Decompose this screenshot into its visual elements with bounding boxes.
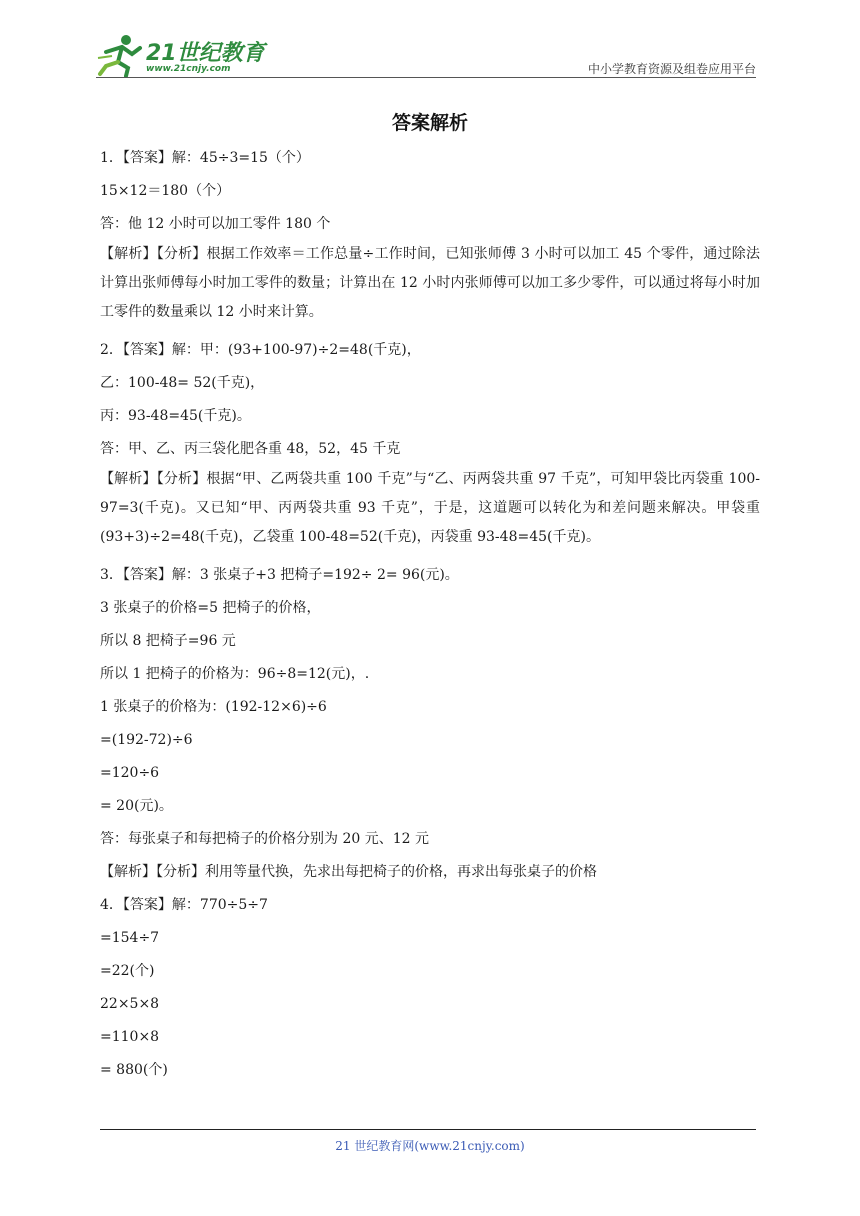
answer-line: 1．【答案】解：45÷3=15（个）	[100, 150, 310, 166]
logo	[96, 34, 266, 78]
answer-line: 【解析】【分析】利用等量代换，先求出每把椅子的价格，再求出每张桌子的价格	[100, 864, 597, 880]
answer-line: = 880(个)	[100, 1062, 168, 1078]
answer-line: 4．【答案】解：770÷5÷7	[100, 897, 268, 913]
answer-line: =110×8	[100, 1029, 160, 1045]
answer-line: 3 张桌子的价格=5 把椅子的价格，	[100, 600, 321, 616]
answer-line: 15×12＝180（个）	[100, 183, 231, 199]
platform-name: 中小学教育资源及组卷应用平台	[587, 62, 756, 76]
answer-line: = 20(元)。	[100, 798, 173, 814]
analysis-paragraph: 【解析】【分析】根据工作效率＝工作总量÷工作时间，已知张师傅 3 小时可以加工 45 个零件，通过除法计算出张师傅每小时加工零件的数量；计算出在 12 小时内张师傅可以加工多少零件，可以通过将每小时加工零件的数量乘以 12 小时来计算。	[100, 246, 760, 320]
logo-text: 21世纪教育	[146, 41, 265, 66]
runner-logo-icon	[96, 34, 144, 78]
analysis-paragraph: 【解析】【分析】根据“甲、乙两袋共重 100 千克”与“乙、丙两袋共重 97 千克”，可知甲袋比丙袋重 100-97=3(千克)。又已知“甲、丙两袋共重 93 千克”，于是，这道题可以转化为和差问题来解决。甲袋重(93+3)÷2=48(千克)，乙袋重 100-48=52(千克)，丙袋重 93-48=45(千克)。	[100, 471, 760, 545]
answer-line: 丙：93-48=45(千克)。	[100, 408, 251, 424]
answer-line: 答：每张桌子和每把椅子的价格分别为 20 元、12 元	[100, 831, 429, 847]
answer-line: 22×5×8	[100, 996, 160, 1012]
answer-line: 所以 1 把椅子的价格为：96÷8=12(元)，.	[100, 666, 370, 682]
answer-content	[100, 148, 760, 1080]
answer-line: =120÷6	[100, 765, 160, 781]
answer-line: 答：甲、乙、丙三袋化肥各重 48，52，45 千克	[100, 441, 401, 457]
footer-text: 21 世纪教育网(www.21cnjy.com)	[335, 1139, 525, 1153]
answer-line: 乙：100-48= 52(千克)，	[100, 375, 265, 391]
answer-line: 2．【答案】解：甲：(93+100-97)÷2=48(千克)，	[100, 342, 421, 358]
logo-url: www.21cnjy.com	[146, 64, 231, 74]
answer-line: 1 张桌子的价格为：(192-12×6)÷6	[100, 699, 327, 715]
footer-divider	[100, 1129, 756, 1130]
page-header	[96, 30, 756, 80]
header-divider	[96, 77, 756, 78]
answer-line: =22(个)	[100, 963, 155, 979]
answer-line: =154÷7	[100, 930, 160, 946]
answer-line: 所以 8 把椅子=96 元	[100, 633, 236, 649]
answer-line: =(192-72)÷6	[100, 732, 193, 748]
page-title: 答案解析	[391, 112, 468, 134]
answer-line: 3．【答案】解：3 张桌子+3 把椅子=192÷ 2= 96(元)。	[100, 567, 459, 583]
answer-line: 答：他 12 小时可以加工零件 180 个	[100, 216, 331, 232]
